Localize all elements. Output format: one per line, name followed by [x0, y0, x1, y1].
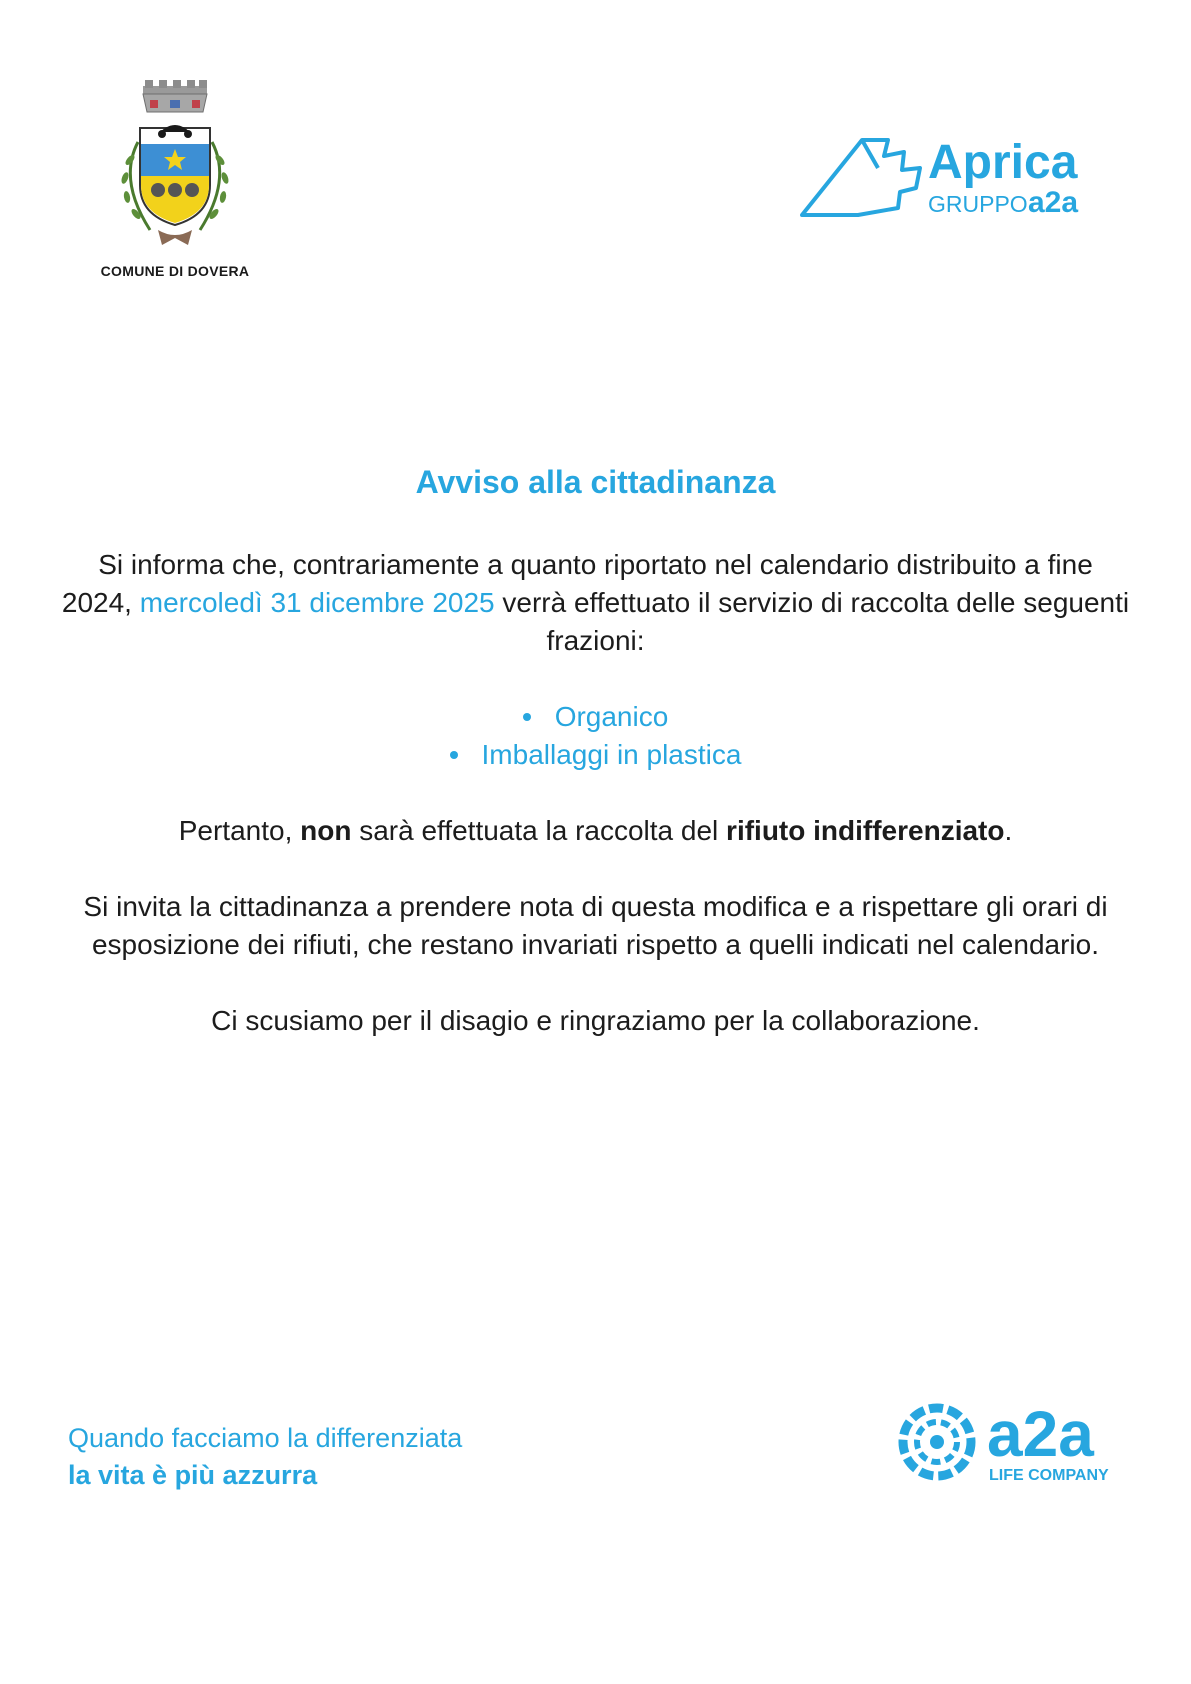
- bold-non: non: [300, 815, 352, 846]
- a2a-logo: [895, 1400, 1135, 1490]
- aprica-brand-name: Aprica: [928, 136, 1078, 189]
- intro-text-after: verrà effettuato il servizio di raccolta delle seguenti frazioni:: [494, 587, 1130, 656]
- bullet-icon: [450, 751, 458, 759]
- list-item: [60, 736, 1131, 774]
- notice-pertanto: [60, 812, 1131, 850]
- coat-of-arms-icon: [110, 80, 240, 255]
- a2a-brand: a2a: [987, 1400, 1094, 1470]
- fraction-organico: Organico: [554, 701, 669, 732]
- notice-invito: Si invita la cittadinanza a prendere nota di questa modifica e a rispettare gli orari di esposizione dei rifiuti, che restano invariati rispetto a quelli indicati nel calendario.: [83, 891, 1108, 960]
- slogan-line-2: la vita è più azzurra: [68, 1460, 318, 1490]
- fraction-plastica: Imballaggi in plastica: [481, 739, 742, 770]
- a2a-logo-graphic: [895, 1400, 1135, 1490]
- pertanto-text-1: Pertanto,: [178, 815, 301, 846]
- aprica-group-name: a2a: [1028, 186, 1079, 219]
- fractions-list: [60, 698, 1131, 774]
- highlight-date: mercoledì 31 dicembre 2025: [139, 587, 495, 618]
- aprica-logo: [800, 130, 1120, 230]
- list-item: [60, 698, 1131, 736]
- comune-header: [80, 80, 270, 279]
- a2a-tagline: LIFE COMPANY: [989, 1467, 1109, 1484]
- slogan-line-1: Quando facciamo la differenziata: [68, 1423, 463, 1453]
- notice-body: [60, 462, 1131, 1040]
- footer-slogan: [68, 1420, 588, 1494]
- aprica-logo-graphic: [800, 130, 1120, 230]
- notice-intro: [60, 546, 1131, 660]
- a2a-circle-icon: [903, 1408, 971, 1476]
- intro-text-before: Si informa che, contrariamente a quanto riportato nel calendario distribuito a fine 2024,: [61, 549, 1093, 618]
- pertanto-text-2: sarà effettuata la raccolta del: [351, 815, 727, 846]
- aprica-group-prefix: GRUPPO: [928, 191, 1028, 217]
- bold-rifiuto: rifiuto indifferenziato: [726, 815, 1005, 846]
- pertanto-text-3: .: [1004, 815, 1013, 846]
- notice-title: Avviso alla cittadinanza: [415, 464, 776, 500]
- notice-scuse: Ci scusiamo per il disagio e ringraziamo per la collaborazione.: [211, 1005, 980, 1036]
- bullet-icon: [523, 713, 531, 721]
- aprica-hand-icon: [802, 140, 920, 215]
- comune-name: COMUNE DI DOVERA: [100, 263, 250, 279]
